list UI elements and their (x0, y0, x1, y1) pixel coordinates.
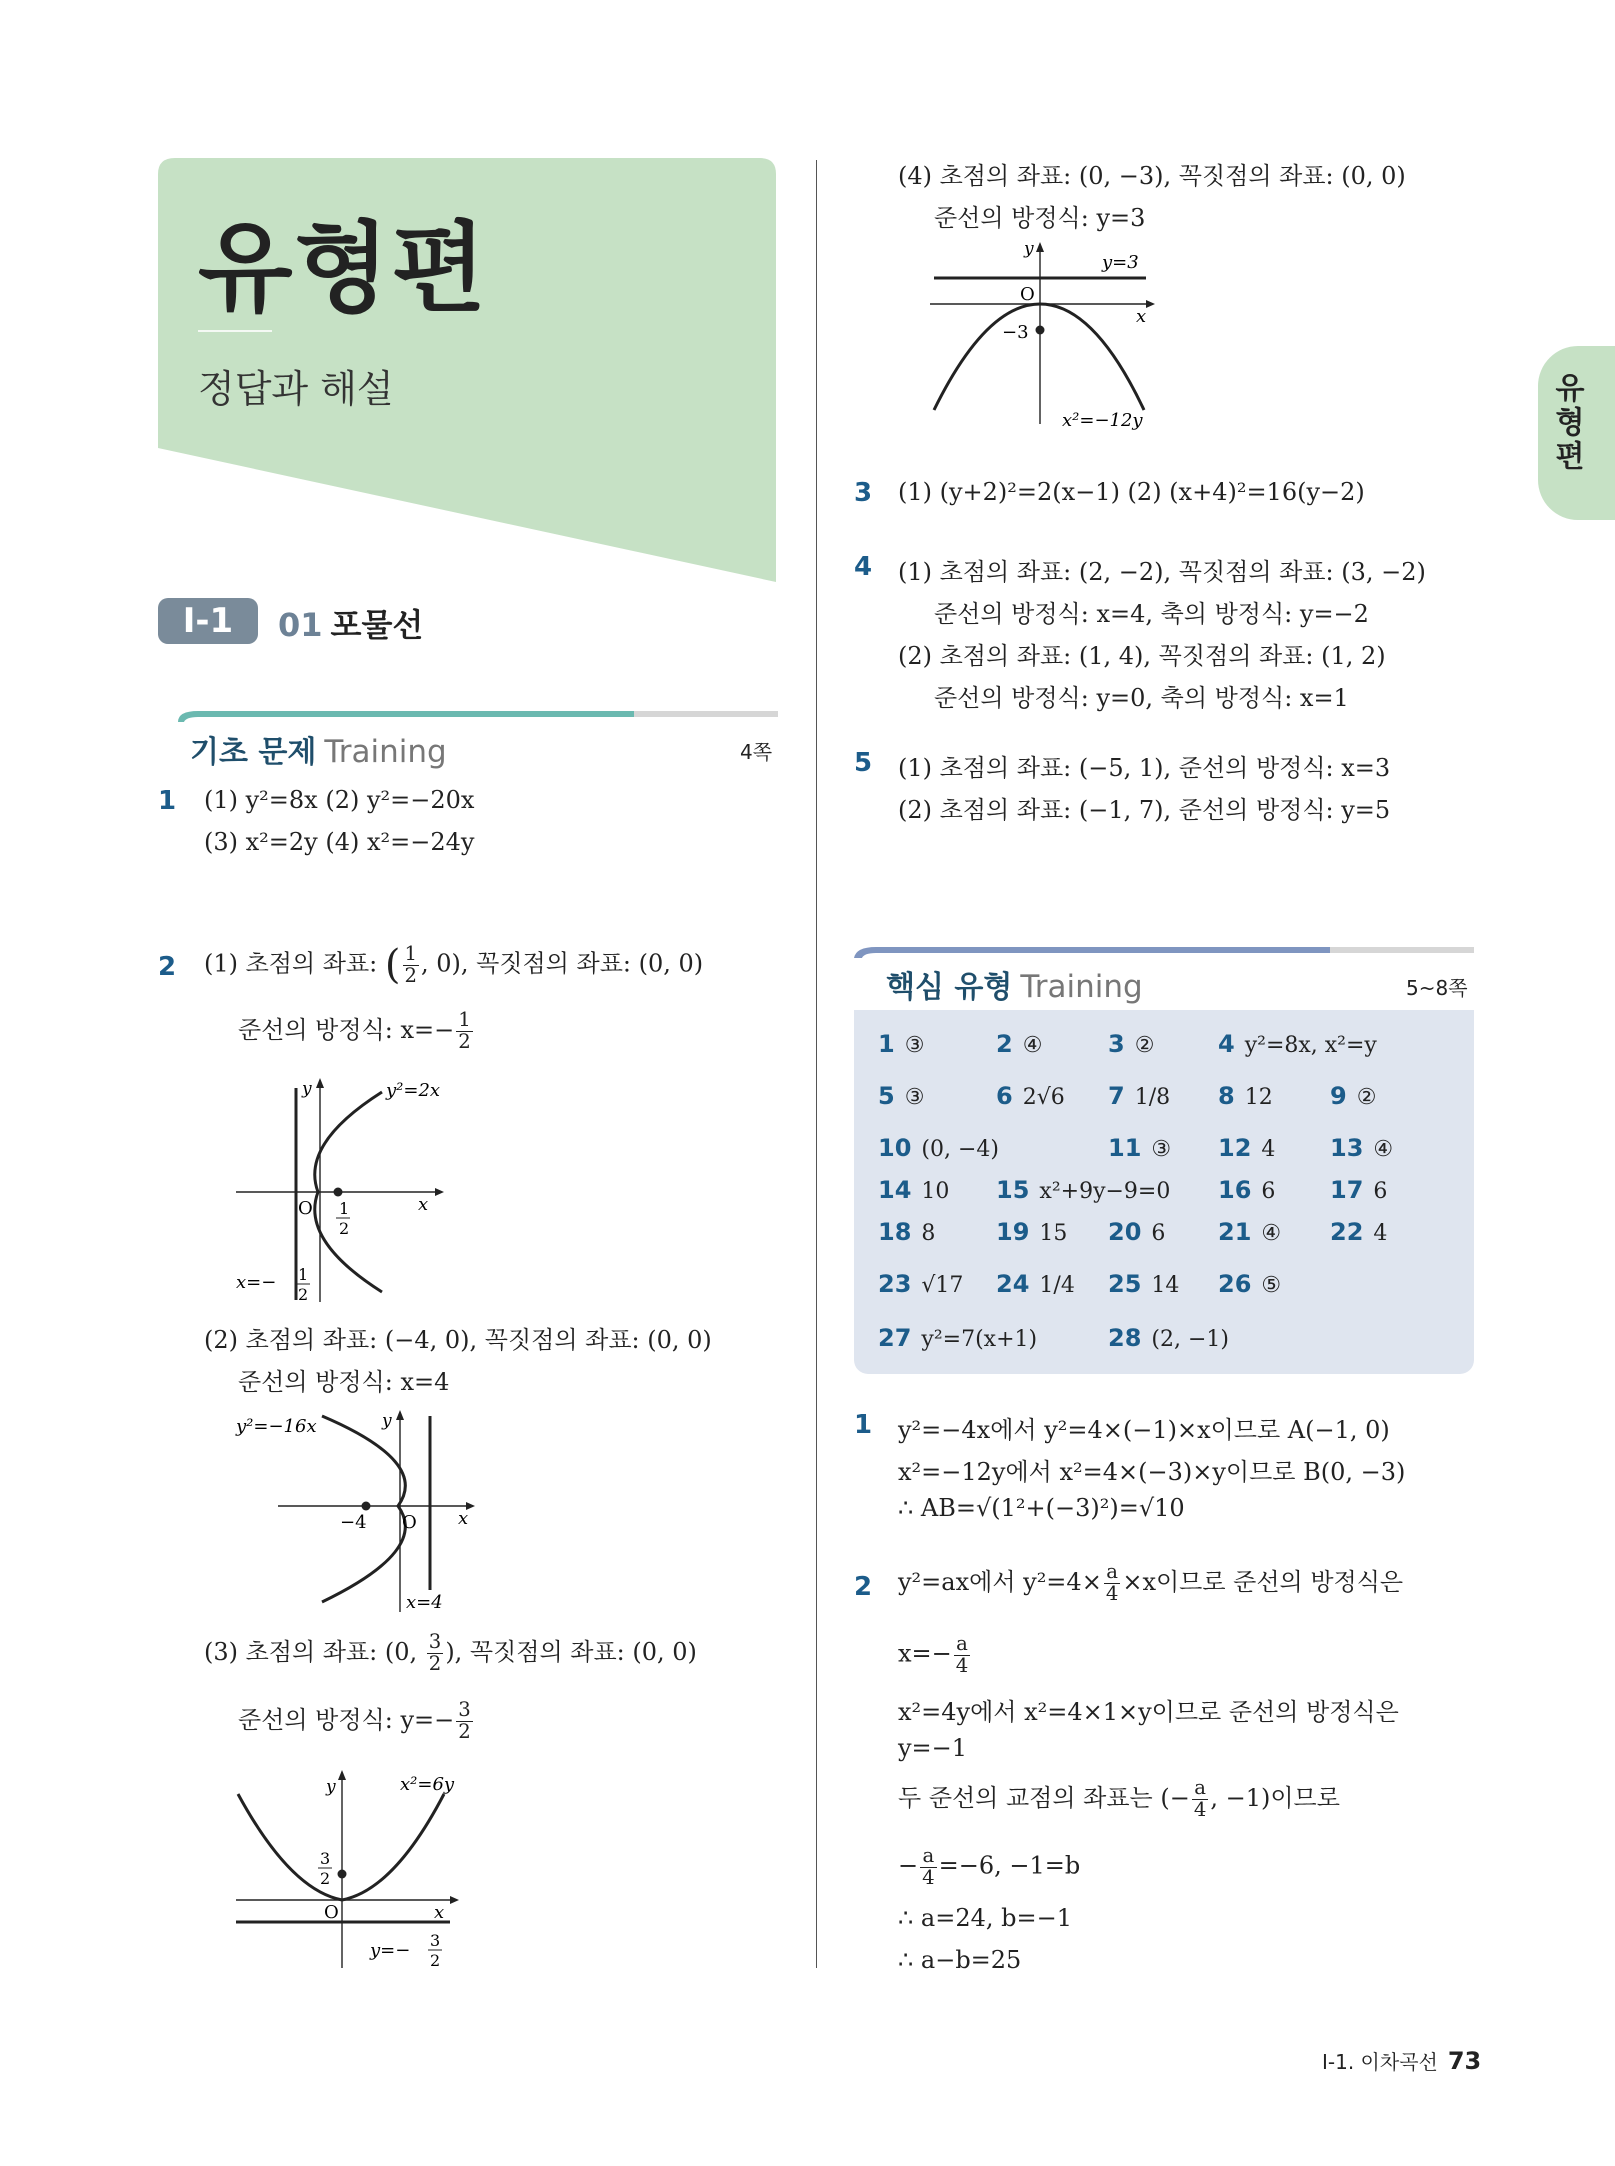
answer-number: 23 (878, 1270, 912, 1298)
answer-value: 6 (1373, 1179, 1388, 1204)
g3-origin: O (324, 1902, 339, 1923)
sol2-line4: y=−1 (898, 1734, 968, 1762)
answer-item (1108, 1082, 1170, 1110)
answer-number: 25 (1108, 1270, 1142, 1298)
answer-value: 14 (1151, 1273, 1180, 1298)
answer-value: 12 (1244, 1085, 1273, 1110)
answer-value: ② (1356, 1085, 1377, 1110)
g2-origin: O (402, 1512, 417, 1533)
answer-number: 9 (1330, 1082, 1347, 1110)
answer-value: 8 (921, 1221, 936, 1246)
g2-y-label: y (382, 1411, 392, 1431)
unit-badge: Ⅰ-1 (158, 598, 258, 644)
g1-dir-den: 2 (298, 1285, 309, 1304)
answer-value: √17 (921, 1273, 964, 1298)
answer-number: 24 (996, 1270, 1030, 1298)
footer-chapter: Ⅰ-1. 이차곡선 (1322, 2050, 1438, 2074)
answer-item (878, 1082, 924, 1110)
q2-p3-dir-text: 준선의 방정식: y=− (238, 1706, 455, 1734)
page-footer (1322, 2046, 1481, 2075)
answer-value: ③ (904, 1033, 925, 1058)
page-number: 73 (1447, 2047, 1482, 2075)
sol2-line6 (898, 1846, 1080, 1888)
sol2-line2 (898, 1634, 972, 1676)
sol2-line7: ∴ a=24, b=−1 (898, 1904, 1072, 1932)
g2-dir-label: x=4 (406, 1592, 443, 1613)
answer-item (1108, 1218, 1165, 1246)
answer-value: ③ (1151, 1137, 1172, 1162)
answer-value: (2, −1) (1151, 1327, 1229, 1352)
answer-number: 7 (1108, 1082, 1125, 1110)
answer-item (1218, 1082, 1273, 1110)
answer-value: 15 (1039, 1221, 1068, 1246)
answer-value: ② (1134, 1033, 1155, 1058)
frac-num: a (920, 1846, 937, 1868)
answer-number: 27 (878, 1324, 912, 1352)
q2-part3-directrix (238, 1700, 475, 1743)
g3-frac-den: 2 (320, 1869, 331, 1888)
answer-item (878, 1030, 924, 1058)
g3-x-label: x (434, 1902, 445, 1923)
answer-value: (0, −4) (921, 1137, 999, 1162)
g2-neg4: −4 (340, 1512, 367, 1533)
answer-item (878, 1270, 963, 1298)
answer-value: ④ (1373, 1137, 1394, 1162)
q4-line4: 준선의 방정식: y=0, 축의 방정식: x=1 (934, 684, 1349, 712)
answer-item (1218, 1134, 1275, 1162)
graph-parabola-2 (230, 1402, 490, 1624)
q3-text: (1) (y+2)²=2(x−1) (2) (x+4)²=16(y−2) (898, 478, 1365, 506)
frac-den: 4 (1105, 1582, 1119, 1605)
answer-item (1218, 1030, 1377, 1058)
sol2-number: 2 (854, 1572, 873, 1602)
frac-num: 1 (404, 941, 418, 965)
answer-number: 22 (1330, 1218, 1364, 1246)
g4-dir-label: y=3 (1102, 252, 1139, 273)
answer-item (1108, 1134, 1171, 1162)
unit-heading (278, 600, 423, 646)
unit-number: 01 (278, 606, 323, 644)
sol1-line1: y²=−4x에서 y²=4×(−1)×x이므로 A(−1, 0) (898, 1416, 1390, 1444)
g3-curve-label: x²=6y (400, 1774, 455, 1795)
frac-num: a (1192, 1778, 1209, 1800)
q1-number: 1 (158, 786, 177, 816)
g1-x-label: x (418, 1194, 429, 1215)
answer-item (1218, 1176, 1275, 1204)
answer-value: ④ (1022, 1033, 1043, 1058)
answer-value: 4 (1261, 1137, 1276, 1162)
sol2-line8: ∴ a−b=25 (898, 1946, 1022, 1974)
q2-part2-directrix: 준선의 방정식: x=4 (238, 1368, 450, 1396)
answer-value: ④ (1261, 1221, 1282, 1246)
answer-value: x²+9y−9=0 (1039, 1179, 1171, 1204)
answer-value: ⑤ (1261, 1273, 1282, 1298)
answer-item (996, 1218, 1067, 1246)
answer-value: y²=7(x+1) (921, 1327, 1038, 1352)
g3-frac-num: 3 (320, 1849, 331, 1868)
answer-item (1108, 1030, 1154, 1058)
sol1-number: 1 (854, 1410, 873, 1440)
core-header (886, 962, 1143, 1006)
q2-part4-directrix: 준선의 방정식: y=3 (934, 204, 1146, 232)
answer-number: 21 (1218, 1218, 1252, 1246)
answer-number: 10 (878, 1134, 912, 1162)
answer-item (878, 1176, 949, 1204)
sol2-l2: x=− (898, 1639, 952, 1668)
frac-num: a (954, 1634, 971, 1656)
sol2-l6-a: − (898, 1851, 919, 1880)
answer-item (1330, 1082, 1376, 1110)
g4-origin: O (1020, 284, 1035, 305)
frac-den: 4 (1193, 1798, 1207, 1821)
sol2-l5-b: , −1)이므로 (1210, 1784, 1340, 1812)
answer-number: 26 (1218, 1270, 1252, 1298)
answer-value: 6 (1151, 1221, 1166, 1246)
answer-value: 4 (1373, 1221, 1388, 1246)
core-title-ko: 핵심 유형 (886, 970, 1013, 1005)
frac-num: 3 (458, 1698, 471, 1722)
q4-line3: (2) 초점의 좌표: (1, 4), 꼭짓점의 좌표: (1, 2) (898, 642, 1386, 670)
g4-curve-label: x²=−12y (1062, 410, 1143, 431)
g4-x-label: x (1136, 306, 1147, 327)
sol2-line1 (898, 1562, 1403, 1605)
q2-part1: (1) 초점의 좌표: ( $\frac{1}{2}$ , 0), 꼭짓점의 좌표: (0, 0) (204, 941, 704, 988)
answer-value: 1/8 (1134, 1085, 1171, 1110)
basic-header-bar (158, 708, 778, 722)
answer-number: 3 (1108, 1030, 1125, 1058)
frac-den: 4 (955, 1653, 969, 1677)
title-separator (198, 330, 272, 332)
answer-number: 16 (1218, 1176, 1252, 1204)
answer-value: 10 (921, 1179, 950, 1204)
answer-number: 8 (1218, 1082, 1235, 1110)
answer-number: 1 (878, 1030, 895, 1058)
q2-number: 2 (158, 952, 177, 982)
answer-item (1108, 1270, 1179, 1298)
answer-item (1108, 1324, 1229, 1352)
answer-number: 13 (1330, 1134, 1364, 1162)
g3-dir-den: 2 (430, 1951, 441, 1970)
g4-neg3: −3 (1002, 322, 1029, 343)
q2-p3-text2: ), 꼭짓점의 좌표: (0, 0) (445, 1638, 697, 1666)
answer-number: 15 (996, 1176, 1030, 1204)
page-subtitle: 정답과 해설 (198, 367, 394, 411)
g1-origin: O (298, 1198, 313, 1219)
q1-line1: (1) y²=8x (2) y²=−20x (204, 786, 475, 814)
answer-item (878, 1324, 1037, 1352)
frac-den: 2 (404, 963, 418, 987)
answer-number: 12 (1218, 1134, 1252, 1162)
q2-p1-text2: , 0), 꼭짓점의 좌표: (0, 0) (421, 949, 704, 978)
answer-number: 6 (996, 1082, 1013, 1110)
answer-number: 14 (878, 1176, 912, 1204)
answer-value: 1/4 (1039, 1273, 1075, 1298)
q2-p3-text: (3) 초점의 좌표: (0, (204, 1638, 425, 1666)
answer-item (878, 1218, 935, 1246)
q2-p1-text: (1) 초점의 좌표: (204, 949, 385, 978)
frac-den: 4 (922, 1865, 935, 1889)
side-tab-label: 유형편 (1549, 372, 1584, 474)
column-divider (816, 160, 817, 1968)
frac-num: 1 (458, 1008, 471, 1032)
sol2-line5 (898, 1778, 1340, 1821)
sol2-l5-a: 두 준선의 교점의 좌표는 (− (898, 1784, 1190, 1812)
q4-number: 4 (854, 552, 873, 582)
core-header-bar (854, 944, 1474, 958)
g4-y-label: y (1024, 239, 1034, 259)
q4-line2: 준선의 방정식: x=4, 축의 방정식: y=−2 (934, 600, 1369, 628)
basic-header (190, 727, 447, 771)
unit-title: 포물선 (330, 606, 424, 644)
answer-item (996, 1082, 1065, 1110)
g1-dir-num: 1 (298, 1265, 309, 1284)
frac-den: 2 (458, 1720, 471, 1743)
answer-number: 5 (878, 1082, 895, 1110)
q4-line1: (1) 초점의 좌표: (2, −2), 꼭짓점의 좌표: (3, −2) (898, 558, 1426, 586)
answer-item (996, 1270, 1075, 1298)
g1-half-den: 2 (339, 1219, 350, 1238)
answer-item (878, 1134, 999, 1162)
basic-title-en: Training (324, 734, 447, 770)
q2-p1-dir-text: 준선의 방정식: x=− (238, 1016, 455, 1044)
q5-line1: (1) 초점의 좌표: (−5, 1), 준선의 방정식: x=3 (898, 754, 1391, 782)
frac-num: a (1104, 1562, 1121, 1584)
answer-value: 2√6 (1022, 1085, 1065, 1110)
basic-title-ko: 기초 문제 (190, 735, 317, 770)
answer-number: 4 (1218, 1030, 1235, 1058)
g2-x-label: x (458, 1508, 469, 1529)
g1-dir-label: x=− (236, 1272, 277, 1293)
g3-dir-num: 3 (430, 1931, 441, 1950)
answer-number: 20 (1108, 1218, 1142, 1246)
frac-den: 2 (428, 1652, 442, 1675)
core-page-ref: 5~8쪽 (1406, 976, 1468, 1000)
q3-number: 3 (854, 478, 873, 508)
g3-y-label: y (326, 1777, 336, 1797)
g1-curve-label: y²=2x (386, 1080, 441, 1101)
g1-y-label: y (302, 1079, 312, 1099)
graph-parabola-1 (230, 1074, 460, 1314)
sol2-l6-b: =−6, −1=b (938, 1851, 1081, 1880)
core-title-en: Training (1020, 969, 1143, 1005)
sol2-line3: x²=4y에서 x²=4×1×y이므로 준선의 방정식은 (898, 1698, 1399, 1726)
q2-part3 (204, 1632, 697, 1675)
answer-item (1330, 1218, 1387, 1246)
answer-item (1218, 1218, 1281, 1246)
basic-page-ref: 4쪽 (740, 740, 773, 764)
answer-number: 19 (996, 1218, 1030, 1246)
answer-item (996, 1030, 1042, 1058)
answer-number: 2 (996, 1030, 1013, 1058)
answer-number: 11 (1108, 1134, 1142, 1162)
frac-den: 2 (458, 1030, 471, 1053)
answer-item (1330, 1134, 1393, 1162)
g1-half-num: 1 (339, 1199, 350, 1218)
q2-part2: (2) 초점의 좌표: (−4, 0), 꼭짓점의 좌표: (0, 0) (204, 1326, 712, 1354)
sol1-line2: x²=−12y에서 x²=4×(−3)×y이므로 B(0, −3) (898, 1458, 1406, 1486)
answer-number: 18 (878, 1218, 912, 1246)
answer-item (1330, 1176, 1387, 1204)
q5-line2: (2) 초점의 좌표: (−1, 7), 준선의 방정식: y=5 (898, 796, 1391, 824)
sol1-line3: ∴ AB=√(1²+(−3)²)=√10 (898, 1494, 1185, 1522)
answer-value: ③ (904, 1085, 925, 1110)
sol2-l1-a: y²=ax에서 y²=4× (898, 1568, 1102, 1596)
q2-part4: (4) 초점의 좌표: (0, −3), 꼭짓점의 좌표: (0, 0) (898, 162, 1406, 190)
q5-number: 5 (854, 748, 873, 778)
answer-item (1218, 1270, 1281, 1298)
answer-number: 28 (1108, 1324, 1142, 1352)
graph-parabola-4 (930, 238, 1190, 438)
answer-item (996, 1176, 1170, 1204)
q2-part1-directrix (238, 1010, 475, 1053)
answer-value: y²=8x, x²=y (1244, 1033, 1377, 1058)
g3-dir-label: y=− (370, 1940, 411, 1961)
q1-line2: (3) x²=2y (4) x²=−24y (204, 828, 475, 856)
answer-value: 6 (1261, 1179, 1276, 1204)
answer-number: 17 (1330, 1176, 1364, 1204)
frac-num: 3 (428, 1630, 442, 1654)
g2-curve-label: y²=−16x (236, 1416, 317, 1437)
graph-parabola-3 (230, 1760, 490, 1974)
sol2-l1-b: ×x이므로 준선의 방정식은 (1122, 1568, 1404, 1596)
page-title: 유형편 (198, 212, 489, 326)
